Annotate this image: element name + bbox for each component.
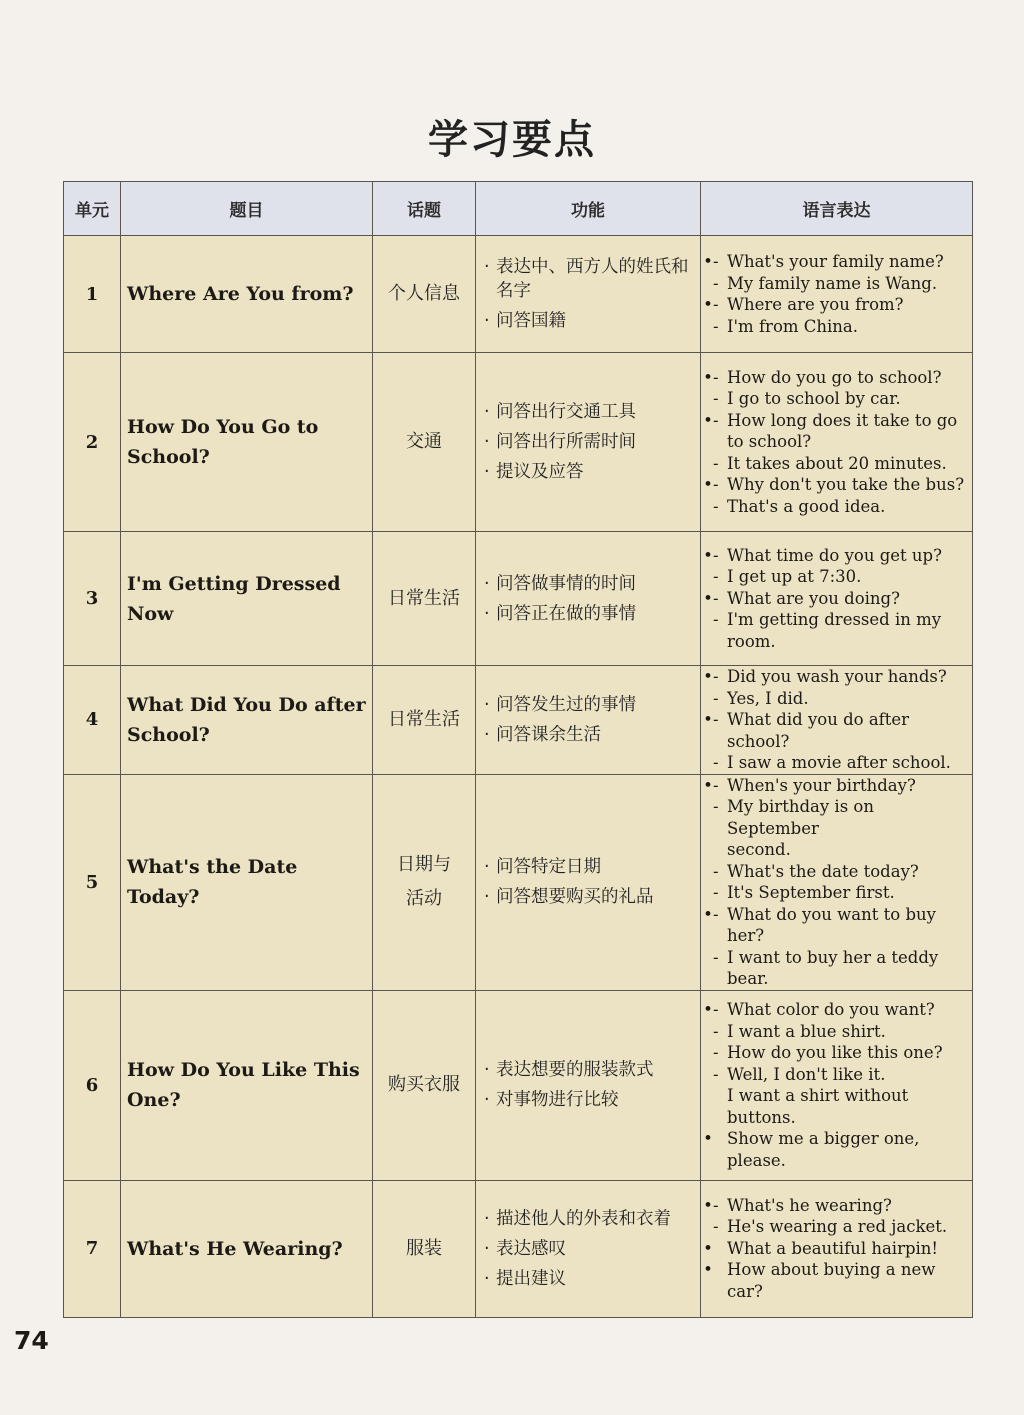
language-line [703, 775, 968, 797]
dash-mark [713, 1150, 727, 1172]
language-line [703, 1216, 968, 1238]
language-cell [701, 666, 973, 775]
dash-mark: - [713, 475, 719, 495]
language-line [703, 316, 968, 338]
dash-mark: - [713, 545, 719, 565]
bullet-icon [703, 273, 713, 295]
table-row [64, 990, 973, 1180]
dash-mark: - [713, 273, 719, 293]
expression-text: I want a blue shirt. [727, 1021, 886, 1041]
expression-text: He's wearing a red jacket. [727, 1217, 948, 1237]
bullet-icon: · [484, 462, 490, 482]
function-text: 表达中、西方人的姓氏和名字 [496, 257, 689, 301]
function-text: 问答出行交通工具 [496, 402, 636, 422]
bullet-icon [703, 1085, 713, 1107]
language-line [703, 752, 968, 774]
function-text: 问答课余生活 [496, 724, 601, 745]
function-item [484, 885, 696, 909]
header-function: 功能 [476, 182, 701, 236]
topic-cell [373, 1180, 476, 1317]
bullet-icon [703, 631, 713, 653]
expression-text: buttons. [727, 1107, 796, 1127]
bullet-icon [703, 1216, 713, 1238]
dash-mark: - [713, 947, 719, 967]
expression-text: What's he wearing? [727, 1195, 892, 1215]
dash-mark: - [713, 588, 719, 608]
bullet-icon: • [703, 252, 713, 271]
dash-mark: - [713, 389, 719, 409]
lesson-title-cell [121, 666, 373, 775]
function-item [484, 693, 696, 717]
dash-mark: - [713, 316, 719, 336]
bullet-icon: • [703, 904, 713, 924]
expression-text: What's your family name? [727, 252, 944, 271]
bullet-icon: • [703, 588, 713, 608]
dash-mark: - [713, 610, 719, 630]
function-text: 问答发生过的事情 [496, 694, 636, 715]
bullet-icon: · [484, 432, 490, 452]
bullet-icon [703, 1107, 713, 1129]
dash-mark: - [713, 295, 719, 314]
bullet-icon [703, 1281, 713, 1303]
lesson-title-line: School? [127, 723, 210, 746]
expression-text: I'm from China. [727, 316, 859, 336]
topic-cell [373, 353, 476, 532]
lesson-title-line: How Do You Go to [127, 416, 319, 438]
bullet-icon [703, 925, 713, 947]
dash-mark: - [713, 252, 719, 271]
bullet-icon: · [484, 857, 490, 877]
dash-mark: - [713, 410, 719, 430]
language-line [703, 588, 968, 610]
bullet-icon: · [484, 724, 490, 745]
language-line [703, 1021, 968, 1043]
language-line [703, 251, 968, 273]
expression-text: I want to buy her a teddy [727, 947, 939, 967]
bullet-icon: · [484, 573, 490, 594]
table-header-row [64, 182, 973, 236]
language-line [703, 882, 968, 904]
unit-cell: 3 [64, 532, 121, 666]
page-number: 74 [14, 1326, 49, 1355]
bullet-icon [703, 752, 713, 774]
bullet-icon [703, 431, 713, 453]
expression-text: It's September first. [727, 883, 895, 902]
function-item [484, 1267, 696, 1291]
expression-text: Where are you from? [727, 295, 904, 314]
function-text: 表达想要的服装款式 [496, 1060, 654, 1080]
function-item [484, 1088, 696, 1112]
dash-mark: - [713, 1021, 719, 1041]
language-line [703, 666, 968, 688]
function-item [484, 572, 696, 596]
dash-mark: - [713, 775, 719, 795]
bullet-icon: • [703, 545, 713, 565]
function-item [484, 430, 696, 454]
language-line [703, 1150, 968, 1172]
expression-text: car? [727, 1281, 763, 1301]
bullet-icon [703, 388, 713, 410]
language-line [703, 609, 968, 631]
dash-mark: - [713, 797, 719, 816]
language-line [703, 1238, 968, 1260]
function-cell [476, 774, 701, 990]
header-topic: 话题 [373, 182, 476, 236]
expression-text: That's a good idea. [727, 496, 886, 516]
bullet-icon: • [703, 667, 713, 686]
expression-text: How about buying a new [727, 1260, 936, 1280]
expression-text: bear. [727, 969, 769, 988]
bullet-icon: • [703, 475, 713, 495]
bullet-icon: • [703, 1000, 713, 1019]
bullet-icon [703, 688, 713, 710]
table-row [64, 666, 973, 775]
expression-text: I want a shirt without [727, 1086, 909, 1105]
dash-mark [713, 925, 727, 947]
language-cell [701, 990, 973, 1180]
expression-text: second. [727, 840, 791, 859]
lesson-title-line: What's He Wearing? [127, 1237, 343, 1260]
dash-mark: - [713, 667, 719, 686]
lesson-title-cell [121, 236, 373, 353]
function-item [484, 309, 696, 333]
dash-mark [713, 1281, 727, 1303]
unit-cell: 2 [64, 353, 121, 532]
language-line [703, 947, 968, 969]
bullet-icon: • [703, 1238, 713, 1258]
topic-cell [373, 532, 476, 666]
bullet-icon [703, 968, 713, 990]
function-text: 提出建议 [496, 1268, 566, 1289]
language-cell [701, 1180, 973, 1317]
language-cell [701, 532, 973, 666]
study-points-table [63, 181, 973, 1318]
expression-text: My family name is Wang. [727, 273, 938, 293]
lesson-title-line: How Do You Like This [127, 1059, 360, 1081]
bullet-icon [703, 1150, 713, 1172]
bullet-icon: · [484, 402, 490, 422]
dash-mark: - [713, 1195, 719, 1215]
function-item [484, 855, 696, 879]
topic-line: 日期与 [397, 854, 451, 875]
expression-text: What do you want to buy [727, 904, 936, 924]
function-cell [476, 236, 701, 353]
expression-text: Did you wash your hands? [727, 667, 947, 686]
bullet-icon: • [703, 1260, 713, 1280]
language-line [703, 496, 968, 518]
dash-mark [713, 1128, 727, 1150]
language-line [703, 839, 968, 861]
bullet-icon [703, 839, 713, 861]
bullet-icon: · [484, 1090, 490, 1110]
expression-text: Why don't you take the bus? [727, 475, 965, 495]
lesson-title-line: What's the Date Today? [127, 856, 298, 908]
function-cell [476, 353, 701, 532]
dash-mark: - [713, 883, 719, 902]
language-line [703, 999, 968, 1021]
dash-mark [713, 1107, 727, 1129]
expression-text: What time do you get up? [727, 545, 942, 565]
expression-text: How do you go to school? [727, 367, 942, 387]
table-row [64, 532, 973, 666]
bullet-icon [703, 316, 713, 338]
bullet-icon: • [703, 775, 713, 795]
table-row [64, 353, 973, 532]
dash-mark [713, 631, 727, 653]
expression-text: How long does it take to go [727, 410, 958, 430]
topic-cell [373, 990, 476, 1180]
expression-text: Well, I don't like it. [727, 1064, 886, 1084]
dash-mark: - [713, 753, 719, 772]
language-cell [701, 774, 973, 990]
expression-text: What color do you want? [727, 1000, 935, 1019]
bullet-icon: • [703, 710, 713, 729]
bullet-icon: · [484, 694, 490, 715]
lesson-title-cell [121, 353, 373, 532]
page-title: 学习要点 [428, 117, 596, 163]
unit-cell: 6 [64, 990, 121, 1180]
expression-text: What are you doing? [727, 588, 900, 608]
function-cell [476, 1180, 701, 1317]
dash-mark [713, 1085, 727, 1107]
expression-text: What's the date today? [727, 861, 919, 881]
dash-mark: - [713, 367, 719, 387]
language-line [703, 968, 968, 990]
dash-mark: - [713, 1064, 719, 1084]
topic-line: 个人信息 [388, 283, 460, 304]
expression-text: room. [727, 631, 776, 651]
function-text: 问答出行所需时间 [496, 432, 636, 452]
function-item [484, 1237, 696, 1261]
bullet-icon: • [703, 367, 713, 387]
function-item [484, 255, 696, 303]
lesson-title-line: Now [127, 602, 174, 625]
function-item [484, 1058, 696, 1082]
bullet-icon: · [484, 1060, 490, 1080]
function-cell [476, 990, 701, 1180]
language-line [703, 1281, 968, 1303]
bullet-icon: · [484, 257, 490, 277]
function-cell [476, 666, 701, 775]
bullet-icon [703, 566, 713, 588]
function-text: 问答正在做的事情 [496, 603, 636, 624]
language-line [703, 388, 968, 410]
expression-text: What did you do after school? [727, 710, 910, 751]
language-line [703, 410, 968, 432]
bullet-icon: • [703, 1195, 713, 1215]
bullet-icon: · [484, 1208, 490, 1229]
bullet-icon [703, 1042, 713, 1064]
dash-mark [713, 431, 727, 453]
unit-cell: 1 [64, 236, 121, 353]
bullet-icon: • [703, 410, 713, 430]
dash-mark: - [713, 1000, 719, 1019]
header-title: 题目 [121, 182, 373, 236]
function-cell [476, 532, 701, 666]
bullet-icon [703, 882, 713, 904]
topic-line: 服装 [406, 1237, 442, 1259]
bullet-icon: · [484, 603, 490, 624]
bullet-icon [703, 796, 713, 839]
language-cell [701, 353, 973, 532]
expression-text: I'm getting dressed in my [727, 610, 942, 630]
lesson-title-line: What Did You Do after [127, 693, 366, 716]
expression-text: Yes, I did. [727, 688, 809, 708]
language-line [703, 566, 968, 588]
dash-mark [713, 968, 727, 990]
bullet-icon [703, 496, 713, 518]
table-row [64, 774, 973, 990]
language-cell [701, 236, 973, 353]
dash-mark: - [713, 710, 719, 729]
language-line [703, 925, 968, 947]
function-item [484, 1207, 696, 1231]
lesson-title-line: School? [127, 446, 210, 468]
lesson-title-cell [121, 774, 373, 990]
function-text: 问答国籍 [496, 311, 566, 331]
function-text: 对事物进行比较 [496, 1090, 619, 1110]
expression-text: What a beautiful hairpin! [727, 1238, 939, 1258]
topic-line: 日常生活 [388, 708, 460, 730]
topic-line: 活动 [406, 888, 442, 909]
lesson-title-cell [121, 532, 373, 666]
topic-line: 交通 [406, 431, 442, 452]
language-line [703, 631, 968, 653]
unit-cell: 5 [64, 774, 121, 990]
expression-text: I go to school by car. [727, 389, 901, 409]
expression-text: please. [727, 1150, 786, 1170]
function-text: 表达感叹 [496, 1238, 566, 1259]
table-row [64, 1180, 973, 1317]
bullet-icon: • [703, 1129, 713, 1148]
unit-cell: 4 [64, 666, 121, 775]
language-line [703, 1042, 968, 1064]
header-language: 语言表达 [701, 182, 973, 236]
bullet-icon [703, 453, 713, 475]
dash-mark: - [713, 688, 719, 708]
lesson-title-line: Where Are You from? [127, 283, 354, 305]
language-line [703, 1128, 968, 1150]
language-line [703, 474, 968, 496]
language-line [703, 294, 968, 316]
topic-cell [373, 236, 476, 353]
topic-line: 购买衣服 [388, 1074, 460, 1095]
dash-mark: - [713, 861, 719, 881]
dash-mark: - [713, 453, 719, 473]
language-line [703, 431, 968, 453]
language-line [703, 1064, 968, 1086]
expression-text: I saw a movie after school. [727, 753, 951, 772]
bullet-icon [703, 947, 713, 969]
lesson-title-cell [121, 990, 373, 1180]
language-line [703, 796, 968, 839]
function-text: 提议及应答 [496, 462, 584, 482]
dash-mark: - [713, 1217, 719, 1237]
function-text: 问答特定日期 [496, 857, 601, 877]
dash-mark [713, 839, 727, 861]
dash-mark: - [713, 1043, 719, 1062]
lesson-title-line: One? [127, 1089, 181, 1111]
language-line [703, 273, 968, 295]
language-line [703, 453, 968, 475]
language-line [703, 904, 968, 926]
language-line [703, 545, 968, 567]
topic-line: 日常生活 [388, 587, 460, 609]
expression-text: My birthday is on September [727, 797, 874, 838]
language-line [703, 688, 968, 710]
function-item [484, 723, 696, 747]
language-line [703, 367, 968, 389]
expression-text: How do you like this one? [727, 1043, 943, 1062]
dash-mark: - [713, 496, 719, 516]
bullet-icon [703, 1021, 713, 1043]
dash-mark [713, 1259, 727, 1281]
dash-mark: - [713, 904, 719, 924]
function-item [484, 602, 696, 626]
bullet-icon: · [484, 1268, 490, 1289]
bullet-icon: · [484, 1238, 490, 1259]
bullet-icon [703, 861, 713, 883]
language-line [703, 1259, 968, 1281]
unit-cell: 7 [64, 1180, 121, 1317]
function-text: 问答做事情的时间 [496, 573, 636, 594]
bullet-icon [703, 609, 713, 631]
language-line [703, 1195, 968, 1217]
function-item [484, 460, 696, 484]
table-row [64, 236, 973, 353]
dash-mark [713, 1238, 727, 1260]
language-line [703, 1085, 968, 1107]
expression-text: to school? [727, 432, 812, 452]
bullet-icon: · [484, 887, 490, 907]
function-item [484, 400, 696, 424]
dash-mark: - [713, 567, 719, 587]
language-line [703, 861, 968, 883]
function-text: 问答想要购买的礼品 [496, 887, 654, 907]
lesson-title-cell [121, 1180, 373, 1317]
lesson-title-line: I'm Getting Dressed [127, 572, 341, 595]
expression-text: her? [727, 926, 765, 945]
topic-cell [373, 774, 476, 990]
expression-text: I get up at 7:30. [727, 567, 862, 587]
function-text: 描述他人的外表和衣着 [496, 1208, 671, 1229]
bullet-icon: · [484, 311, 490, 331]
bullet-icon: • [703, 295, 713, 314]
language-line [703, 709, 968, 752]
topic-cell [373, 666, 476, 775]
expression-text: It takes about 20 minutes. [727, 453, 947, 473]
expression-text: When's your birthday? [727, 775, 916, 795]
expression-text: Show me a bigger one, [727, 1129, 920, 1148]
bullet-icon [703, 1064, 713, 1086]
header-unit: 单元 [64, 182, 121, 236]
language-line [703, 1107, 968, 1129]
